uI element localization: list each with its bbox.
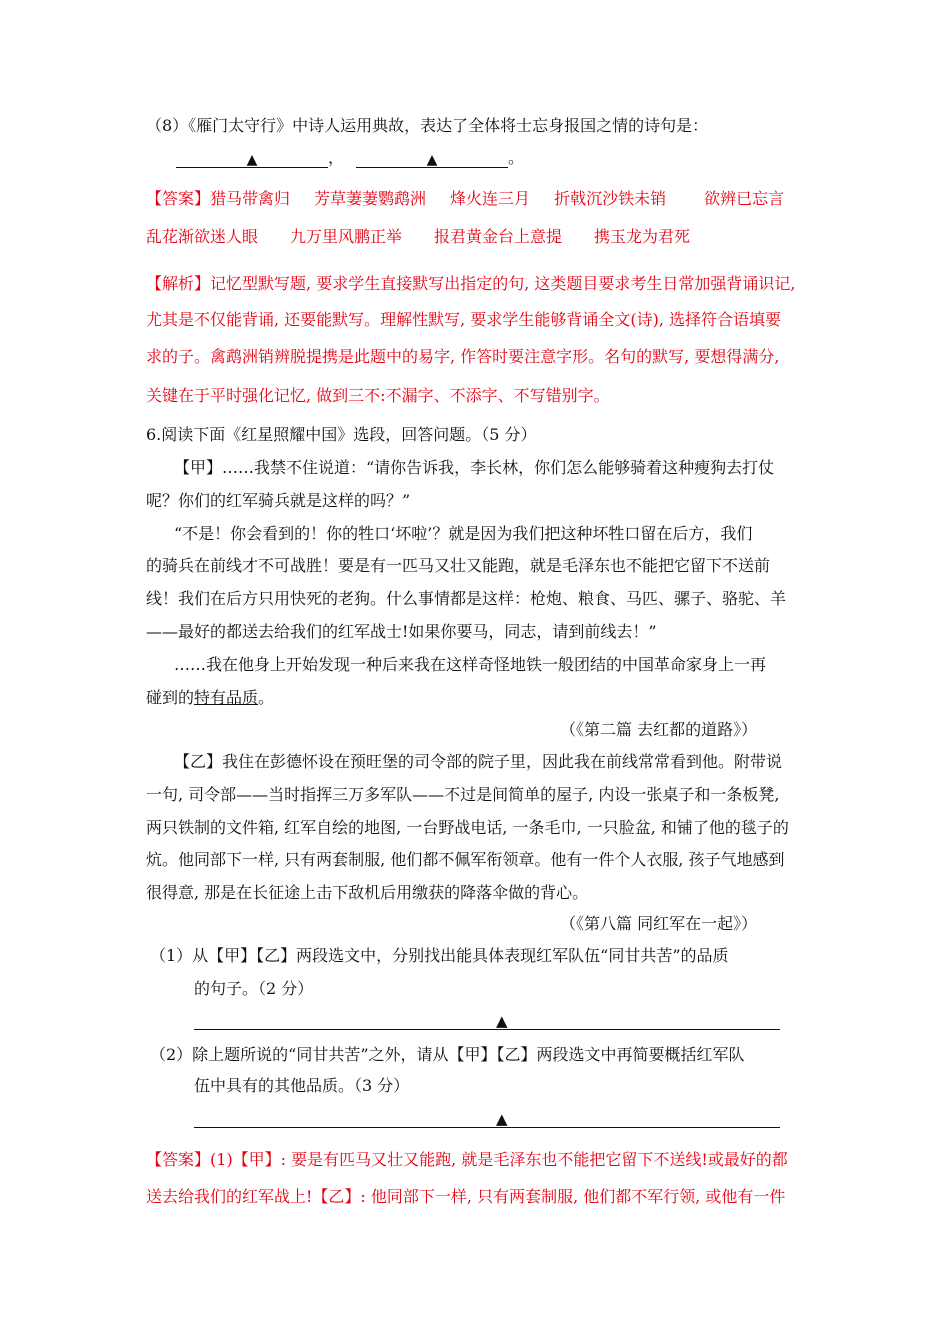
passage-text: 碰到的: [146, 688, 195, 707]
sub-question-1: （1）从【甲】【乙】两段选文中，分别找出能具体表现红军队伍“同甘共苦”的品质: [150, 946, 729, 965]
period: 。: [508, 148, 525, 167]
answer-text: (1)【甲】: 要是有匹马又壮又能跑, 就是毛泽东也不能把它留下不送线!或最好的都: [210, 1150, 788, 1169]
answer-item: 携玉龙为君死: [594, 227, 691, 246]
passage-yi-line: 很得意, 那是在长征途上击下敌机后用缴获的降落伞做的背心。: [146, 883, 589, 902]
answer-block-1-line2: [146, 227, 690, 247]
triangle-icon: ▲: [496, 1110, 508, 1128]
passage-jia-line: ——最好的都送去给我们的红军战士!如果你要马，同志，请到前线去！”: [146, 622, 657, 641]
comma: ，: [328, 148, 345, 167]
passage-jia-source: （《第二篇 去红都的道路》）: [560, 720, 758, 739]
passage-jia-line: 线！我们在后方只用快死的老狗。什么事情都是这样：枪炮、粮食、马匹、骡子、骆驼、羊: [146, 589, 787, 608]
answer-item: 欲辨已忘言: [704, 189, 785, 208]
passage-jia-line: [146, 688, 274, 708]
passage-text: 。: [258, 688, 275, 707]
q8-prompt: （8）《雁门太守行》中诗人运用典故，表达了全体将士忘身报国之情的诗句是：: [146, 116, 709, 135]
answer-item: 芳草萋萋鹦鹉洲: [314, 189, 427, 208]
passage-jia-line: 呢？你们的红军骑兵就是这样的吗？”: [146, 491, 411, 510]
answer-blank-1[interactable]: [176, 149, 328, 168]
answer-item: 九万里风鹏正举: [290, 227, 403, 246]
answer-item: 报君黄金台上意提: [434, 227, 563, 246]
answer-block-1-line1: [146, 189, 784, 209]
q6-title: 6.阅读下面《红星照耀中国》选段，回答问题。（5 分）: [146, 425, 537, 444]
answer-label: 【答案】: [146, 1150, 211, 1169]
analysis-line-4: 关键在于平时强化记忆, 做到三不:不漏字、不添字、不写错别字。: [146, 386, 610, 405]
passage-yi-line: 一句, 司令部——当时指挥三万多军队——不过是间简单的屋子, 内设一张桌子和一条板凳,: [146, 785, 780, 804]
analysis-text: 记忆型默写题, 要求学生直接默写出指定的句, 这类题目要求考生日常加强背诵识记,: [210, 274, 796, 293]
answer-item: 猎马带禽归: [210, 189, 291, 208]
q8-blanks: [176, 148, 524, 168]
analysis-label: 【解析】: [146, 274, 211, 293]
passage-yi-source: （《第八篇 同红军在一起》）: [560, 914, 758, 933]
sub-question-2-cont: 伍中具有的其他品质。（3 分）: [194, 1076, 410, 1095]
triangle-icon: ▲: [246, 152, 258, 168]
answer-blank-2[interactable]: [356, 149, 508, 168]
answer-block-2-line1: [146, 1150, 788, 1170]
analysis-line-2: 尤其是不仅能背诵, 还要能默写。理解性默写, 要求学生能够背诵全文(诗), 选择符合语填要: [146, 310, 782, 329]
sub-question-1-cont: 的句子。（2 分）: [194, 979, 314, 998]
answer-item: 折戟沉沙铁未销: [554, 189, 667, 208]
triangle-icon: ▲: [496, 1012, 508, 1030]
answer-line-2[interactable]: [194, 1127, 780, 1128]
passage-yi-line: 两只铁制的文件箱, 红军自绘的地图, 一台野战电话, 一条毛巾, 一只脸盆, 和铺了他的毯子的: [146, 818, 789, 837]
analysis-line-1: [146, 274, 795, 294]
answer-item: 乱花渐欲迷人眼: [146, 227, 259, 246]
passage-jia-line: 【甲】……我禁不住说道：“请你告诉我，李长林，你们怎么能够骑着这种瘦狗去打仗: [174, 458, 775, 477]
answer-block-2-line2: 送去给我们的红军战上!【乙】: 他同部下一样, 只有两套制服, 他们都不军行领, 或他有一件: [146, 1187, 786, 1206]
answer-line-1[interactable]: [194, 1029, 780, 1030]
triangle-icon: ▲: [426, 152, 438, 168]
passage-yi-line: 【乙】我住在彭德怀设在预旺堡的司令部的院子里，因此我在前线常常看到他。附带说: [174, 752, 783, 771]
passage-jia-line: “不是！你会看到的！你的牲口‘坏啦’？就是因为我们把这种坏牲口留在后方，我们: [174, 524, 753, 543]
passage-jia-line: 的骑兵在前线才不可战胜！要是有一匹马又壮又能跑，就是毛泽东也不能把它留下不送前: [146, 556, 771, 575]
analysis-line-3: 求的子。禽鹉洲销辨脱提携是此题中的易字, 作答时要注意字形。名句的默写, 要想得满分,: [146, 347, 780, 366]
passage-jia-line: ……我在他身上开始发现一种后来我在这样奇怪地铁一般团结的中国革命家身上一再: [174, 655, 767, 674]
sub-question-2: （2）除上题所说的“同甘共苦”之外，请从【甲】【乙】两段选文中再简要概括红军队: [150, 1045, 745, 1064]
answer-item: 烽火连三月: [450, 189, 531, 208]
underlined-phrase: 特有品质: [194, 688, 259, 707]
passage-yi-line: 炕。他同部下一样, 只有两套制服, 他们都不佩军衔领章。他有一件个人衣服, 孩子气地感到: [146, 850, 785, 869]
answer-label: 【答案】: [146, 189, 211, 208]
